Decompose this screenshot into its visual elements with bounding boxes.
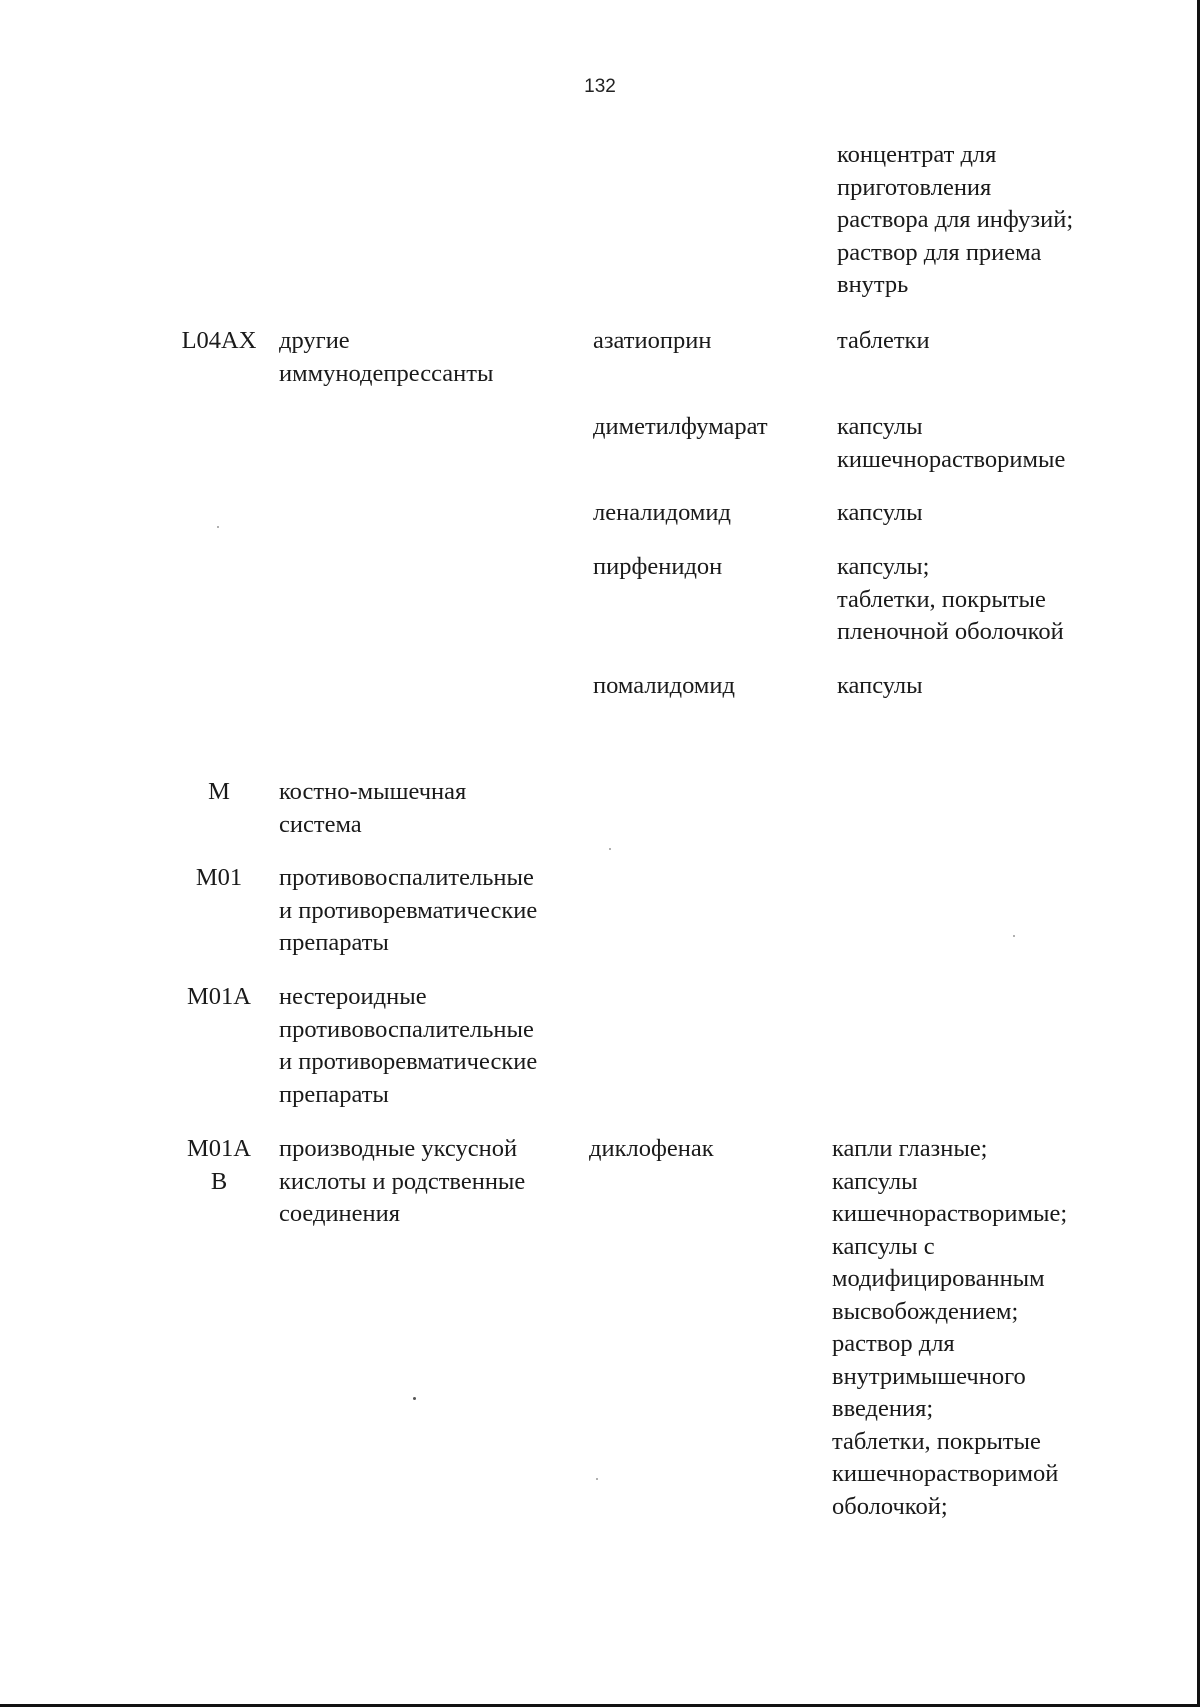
atc-code: M: [208, 778, 230, 805]
dosage-forms: таблетки: [837, 327, 930, 354]
atc-group-name: производные уксусной кислоты и родственные соединения: [279, 1135, 526, 1227]
atc-code: M01A: [187, 983, 251, 1010]
scan-speck: [217, 526, 219, 528]
drug-name: диметилфумарат: [593, 413, 768, 440]
dosage-forms: капсулы: [837, 672, 923, 699]
drug-name: диклофенак: [589, 1135, 714, 1162]
dosage-forms: капсулы кишечнорастворимые: [837, 413, 1066, 473]
scan-speck: [596, 1478, 598, 1480]
dosage-forms: капсулы: [837, 499, 923, 526]
atc-code: M01A B: [187, 1135, 251, 1195]
scan-speck: [413, 1397, 416, 1400]
continuation-dosage-forms: концентрат для приготовления раствора для инфузий; раствор для приема внутрь: [837, 141, 1074, 298]
drug-name: азатиоприн: [593, 327, 712, 354]
page-number: 132: [584, 76, 616, 97]
atc-code: M01: [195, 864, 243, 891]
dosage-forms: капли глазные; капсулы кишечнорастворимые; капсулы с модифицированным высвобождением; раствор для внутримышечного введения; таблетки, покрытые кишечнорастворимой оболочкой;: [832, 1135, 1068, 1520]
drug-name: помалидомид: [593, 672, 735, 699]
atc-code: L04AX: [181, 327, 257, 354]
scan-speck: [1013, 935, 1015, 937]
drug-name: пирфенидон: [593, 553, 723, 580]
atc-group-name: костно-мышечная система: [279, 778, 467, 838]
dosage-forms: капсулы; таблетки, покрытые пленочной оболочкой: [837, 553, 1064, 645]
atc-group-name: нестероидные противовоспалительные и противоревматические препараты: [279, 983, 538, 1108]
drug-name: леналидомид: [593, 499, 731, 526]
atc-group-name: другие иммунодепрессанты: [279, 327, 494, 387]
scan-speck: [609, 848, 611, 850]
atc-group-name: противовоспалительные и противоревматические препараты: [279, 864, 538, 956]
